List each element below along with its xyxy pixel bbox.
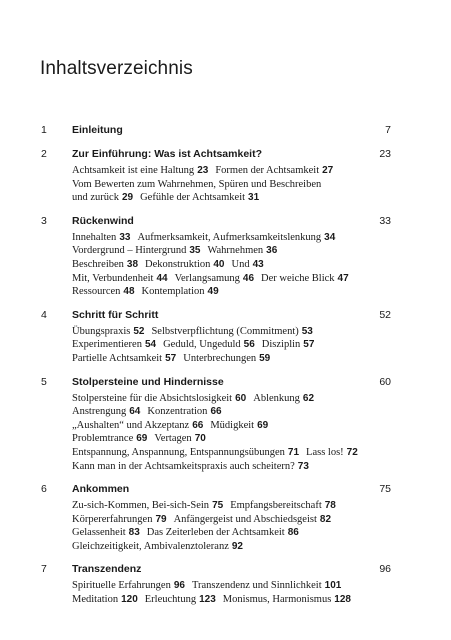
section-entry	[72, 420, 203, 431]
chapter-number: 5	[41, 375, 47, 388]
section-line	[72, 178, 392, 192]
section-page-number: 66	[192, 419, 204, 431]
section-list	[72, 392, 392, 474]
section-line	[72, 244, 392, 258]
section-title: Transzendenz und Sinnlichkeit	[191, 580, 322, 592]
section-page-number: 101	[324, 580, 342, 592]
section-title: Wahrnehmen	[207, 245, 264, 257]
section-entry	[142, 286, 219, 297]
chapter-heading	[0, 482, 451, 497]
section-entry	[72, 339, 156, 350]
chapter-title: Schritt für Schritt	[72, 308, 159, 321]
chapter-number: 3	[41, 214, 47, 227]
section-entry	[72, 286, 135, 297]
section-title: Anstrengung	[72, 406, 127, 418]
section-title: Vertagen	[154, 433, 192, 445]
section-page-number: 69	[257, 419, 269, 431]
section-entry	[72, 461, 309, 472]
section-page-number: 69	[136, 433, 148, 445]
section-title: Das Zeiterleben der Achtsamkeit	[146, 527, 285, 539]
section-page-number: 71	[287, 446, 300, 458]
section-title: Aufmerksamkeit, Aufmerksamkeitslenkung	[137, 231, 322, 243]
section-entry	[72, 527, 140, 538]
section-page-number: 44	[156, 272, 168, 284]
section-entry	[253, 393, 314, 404]
section-title: Selbstverpflichtung (Commitment)	[151, 325, 299, 337]
section-page-number: 70	[194, 433, 206, 445]
section-entry	[207, 245, 277, 256]
section-page-number: 48	[123, 286, 135, 298]
section-entry	[72, 514, 167, 525]
section-page-number: 35	[189, 245, 201, 257]
section-list	[72, 231, 392, 299]
section-entry	[230, 500, 336, 511]
section-page-number: 60	[235, 392, 247, 404]
section-title: Zu-sich-Kommen, Bei-sich-Sein	[72, 500, 210, 512]
chapter-heading	[0, 562, 451, 577]
chapter-title: Stolpersteine und Hindernisse	[72, 375, 224, 388]
section-entry	[154, 433, 205, 444]
chapter-page-number: 33	[379, 214, 391, 227]
section-page-number: 34	[324, 231, 336, 243]
section-entry	[72, 433, 147, 444]
section-line	[72, 499, 392, 513]
section-line	[72, 405, 392, 419]
section-line	[72, 513, 392, 527]
section-entry	[72, 447, 299, 458]
section-title: Geduld, Ungeduld	[163, 339, 241, 351]
section-page-number: 54	[144, 339, 157, 351]
table-of-contents	[0, 123, 451, 616]
section-title: Unterbrechungen	[183, 352, 257, 364]
section-line	[72, 579, 392, 593]
chapter-title: Ankommen	[72, 483, 130, 496]
section-title: Kontemplation	[141, 286, 205, 298]
page-title: Inhaltsverzeichnis	[40, 58, 193, 79]
section-title: Konzentration	[147, 406, 208, 418]
toc-chapter	[0, 214, 451, 299]
section-title: Erleuchtung	[144, 594, 197, 606]
section-title: Entspannung, Anspannung, Entspannungsübungen	[72, 446, 285, 458]
section-page-number: 78	[324, 500, 336, 512]
chapter-page-number: 7	[385, 124, 391, 136]
section-entry	[72, 179, 321, 190]
section-line	[72, 338, 392, 352]
chapter-page-number: 52	[379, 308, 391, 321]
chapter-title: Einleitung	[72, 124, 123, 136]
section-title: Und	[231, 258, 250, 270]
section-entry	[147, 527, 299, 538]
chapter-title: Rückenwind	[72, 214, 134, 227]
section-title: Innehalten	[72, 231, 117, 243]
section-list	[72, 499, 392, 553]
section-page-number: 27	[322, 165, 334, 176]
section-line	[72, 432, 392, 446]
section-entry	[72, 353, 176, 364]
section-line	[72, 352, 392, 366]
section-entry	[306, 447, 358, 458]
chapter-heading	[0, 214, 451, 229]
section-title: und zurück	[72, 192, 119, 204]
chapter-heading	[0, 123, 451, 138]
section-page-number: 120	[121, 594, 138, 606]
section-entry	[72, 500, 223, 511]
section-page-number: 123	[199, 594, 216, 606]
section-page-number: 59	[259, 352, 271, 364]
section-title: Der weiche Blick	[261, 272, 335, 284]
toc-chapter	[0, 562, 451, 606]
section-page-number: 72	[346, 446, 358, 458]
section-title: Empfangsbereitschaft	[230, 500, 322, 512]
section-title: Partielle Achtsamkeit	[72, 352, 163, 364]
section-line	[72, 191, 392, 205]
section-title: Ablenkung	[253, 392, 300, 404]
chapter-page-number: 75	[379, 483, 391, 496]
section-entry	[231, 259, 263, 270]
section-entry	[192, 580, 341, 591]
section-title: Spirituelle Erfahrungen	[72, 580, 171, 592]
chapter-number: 1	[41, 124, 47, 136]
chapter-number: 7	[41, 563, 47, 576]
section-line	[72, 285, 392, 299]
section-page-number: 83	[128, 527, 140, 539]
section-page-number: 46	[242, 272, 255, 284]
chapter-page-number: 60	[379, 375, 391, 388]
section-title: Dekonstruktion	[145, 258, 211, 270]
section-title: Gefühle der Achtsamkeit	[140, 192, 246, 204]
section-title: Meditation	[72, 594, 119, 606]
section-entry	[262, 339, 315, 350]
section-page-number: 75	[212, 500, 224, 512]
section-entry	[215, 165, 333, 176]
section-line	[72, 164, 392, 178]
section-entry	[183, 353, 270, 364]
section-entry	[223, 594, 351, 605]
section-page-number: 62	[302, 392, 315, 404]
section-title: Beschreiben	[72, 258, 124, 270]
section-entry	[72, 232, 130, 243]
section-title: Formen der Achtsamkeit	[215, 165, 320, 176]
section-title: Verlangsamung	[174, 272, 240, 284]
section-page-number: 86	[287, 527, 299, 539]
section-line	[72, 325, 392, 339]
section-title: Monismus, Harmonismus	[222, 594, 332, 606]
section-entry	[145, 594, 216, 605]
section-entry	[210, 420, 268, 431]
section-entry	[72, 273, 168, 284]
section-entry	[140, 192, 259, 203]
section-line	[72, 540, 392, 554]
chapter-heading	[0, 375, 451, 390]
section-entry	[72, 245, 200, 256]
section-page-number: 29	[121, 192, 134, 204]
chapter-title: Transzendenz	[72, 563, 142, 576]
section-title: Ressourcen	[72, 286, 121, 298]
section-title: Müdigkeit	[210, 419, 255, 431]
section-title: Lass los!	[306, 446, 344, 458]
chapter-number: 4	[41, 308, 47, 321]
section-entry	[151, 326, 312, 337]
toc-chapter	[0, 147, 451, 205]
section-entry	[72, 165, 208, 176]
section-entry	[72, 406, 140, 417]
chapter-page-number: 96	[379, 563, 391, 576]
section-page-number: 47	[337, 272, 349, 284]
section-line	[72, 392, 392, 406]
chapter-heading	[0, 147, 451, 162]
section-title: „Aushalten“ und Akzeptanz	[72, 419, 190, 431]
section-page-number: 52	[133, 325, 145, 337]
section-list	[72, 164, 392, 205]
chapter-title: Zur Einführung: Was ist Achtsamkeit?	[72, 148, 262, 160]
section-entry	[163, 339, 255, 350]
section-page-number: 73	[297, 460, 309, 472]
section-title: Mit, Verbundenheit	[72, 272, 154, 284]
section-title: Kann man in der Achtsamkeitspraxis auch scheitern?	[72, 460, 295, 472]
section-entry	[72, 192, 133, 203]
chapter-number: 6	[41, 483, 47, 496]
section-title: Vordergrund – Hintergrund	[72, 245, 187, 257]
section-title: Stolpersteine für die Absichtslosigkeit	[72, 392, 233, 404]
section-entry	[72, 580, 185, 591]
section-title: Gleichzeitigkeit, Ambivalenztoleranz	[72, 540, 229, 552]
chapter-page-number: 23	[379, 148, 391, 160]
section-title: Körpererfahrungen	[72, 513, 153, 525]
section-page-number: 96	[173, 580, 185, 592]
chapter-heading	[0, 308, 451, 323]
section-title: Gelassenheit	[72, 527, 126, 539]
section-entry	[72, 259, 138, 270]
section-entry	[72, 594, 138, 605]
section-page-number: 23	[197, 165, 209, 176]
section-line	[72, 446, 392, 460]
section-page-number: 36	[266, 245, 278, 257]
section-line	[72, 526, 392, 540]
section-page-number: 79	[155, 513, 167, 525]
section-page-number: 40	[213, 258, 225, 270]
section-page-number: 33	[119, 231, 131, 243]
section-list	[72, 579, 392, 606]
section-entry	[261, 273, 349, 284]
section-line	[72, 593, 392, 607]
section-entry	[145, 259, 224, 270]
section-title: Disziplin	[261, 339, 301, 351]
section-title: Experimentieren	[72, 339, 142, 351]
section-page-number: 82	[319, 513, 332, 525]
section-page-number: 57	[165, 352, 177, 364]
toc-chapter	[0, 482, 451, 553]
section-page-number: 92	[231, 540, 243, 552]
section-title: Übungspraxis	[72, 325, 131, 337]
section-entry	[72, 326, 144, 337]
section-entry	[175, 273, 254, 284]
section-page-number: 64	[129, 406, 141, 418]
section-page-number: 49	[207, 286, 219, 298]
section-title: Vom Bewerten zum Wahrnehmen, Spüren und Beschreiben	[72, 178, 322, 190]
toc-chapter	[0, 123, 451, 138]
section-title: Achtsamkeit ist eine Haltung	[72, 165, 195, 176]
section-title: Anfängergeist und Abschiedsgeist	[173, 513, 317, 525]
section-title: Problemtrance	[72, 433, 134, 445]
section-page-number: 57	[303, 339, 315, 351]
section-list	[72, 325, 392, 366]
section-page-number: 128	[334, 594, 351, 606]
section-line	[72, 231, 392, 245]
section-page-number: 53	[301, 325, 313, 337]
toc-chapter	[0, 375, 451, 474]
section-entry	[174, 514, 331, 525]
section-page-number: 56	[243, 339, 255, 351]
section-page-number: 43	[252, 258, 264, 270]
section-line	[72, 460, 392, 474]
section-page-number: 38	[126, 258, 139, 270]
section-line	[72, 272, 392, 286]
section-page-number: 31	[248, 192, 260, 204]
toc-chapter	[0, 308, 451, 366]
section-entry	[137, 232, 335, 243]
section-line	[72, 258, 392, 272]
chapter-number: 2	[41, 148, 47, 160]
section-entry	[147, 406, 221, 417]
section-entry	[72, 541, 243, 552]
section-page-number: 66	[210, 406, 222, 418]
section-entry	[72, 393, 246, 404]
section-line	[72, 419, 392, 433]
